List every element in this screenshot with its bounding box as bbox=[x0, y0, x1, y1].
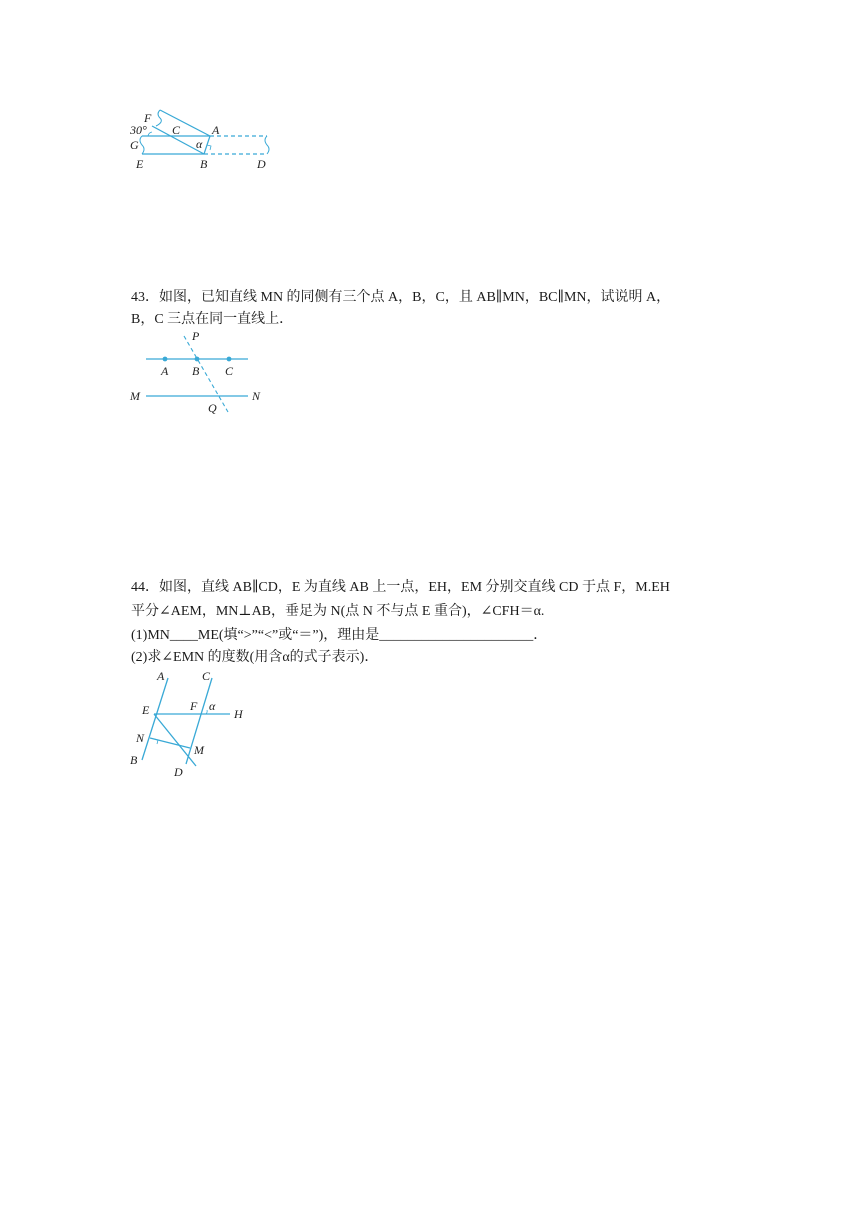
label-A: A bbox=[212, 123, 220, 137]
label-F: F bbox=[190, 699, 198, 713]
label-E: E bbox=[142, 703, 150, 717]
label-C: C bbox=[202, 669, 211, 683]
label-Q: Q bbox=[208, 401, 217, 415]
point-B bbox=[195, 357, 200, 362]
label-A: A bbox=[161, 364, 169, 378]
label-N: N bbox=[136, 731, 145, 745]
q44-text-line3: (1)MN____ME(填“>”“<”或“＝”)，理由是______________________． bbox=[131, 628, 548, 643]
q44-diagram bbox=[126, 668, 256, 780]
q43-text-line1: 43．如图，已知直线 MN 的同侧有三个点 A，B，C，且 AB∥MN，BC∥MN，试说明 A， bbox=[131, 290, 671, 305]
label-30-degree: 30° bbox=[130, 123, 147, 137]
label-C: C bbox=[225, 364, 234, 378]
figure-q44 bbox=[126, 668, 256, 780]
label-A: A bbox=[157, 669, 165, 683]
point-A bbox=[163, 357, 168, 362]
label-alpha: α bbox=[209, 699, 216, 713]
label-C: C bbox=[172, 123, 181, 137]
label-M: M bbox=[194, 743, 204, 757]
label-E: E bbox=[136, 157, 144, 171]
label-M: M bbox=[130, 389, 140, 403]
q44-text-line2: 平分∠AEM，MN⊥AB，垂足为 N(点 N 不与点 E 重合)，∠CFH＝α. bbox=[131, 604, 545, 619]
label-D: D bbox=[257, 157, 266, 171]
figure-q43 bbox=[126, 328, 276, 420]
q43-text-line2: B，C 三点在同一直线上． bbox=[131, 312, 294, 327]
label-F: F bbox=[144, 111, 152, 125]
paper-strip-diagram bbox=[122, 104, 282, 174]
q44-text-line4: (2)求∠EMN 的度数(用含α的式子表示)． bbox=[131, 650, 379, 665]
label-D: D bbox=[174, 765, 183, 779]
label-B: B bbox=[192, 364, 200, 378]
label-B: B bbox=[130, 753, 138, 767]
q43-diagram bbox=[126, 328, 276, 420]
point-C bbox=[227, 357, 232, 362]
label-P: P bbox=[192, 329, 200, 343]
label-B: B bbox=[200, 157, 208, 171]
figure-paper-strip bbox=[122, 104, 282, 174]
q44-text-line1: 44．如图，直线 AB∥CD，E 为直线 AB 上一点，EH，EM 分别交直线 CD 于点 F，M.EH bbox=[131, 580, 670, 595]
label-alpha: α bbox=[196, 137, 203, 151]
label-N: N bbox=[252, 389, 261, 403]
label-H: H bbox=[234, 707, 243, 721]
label-G: G bbox=[130, 138, 139, 152]
